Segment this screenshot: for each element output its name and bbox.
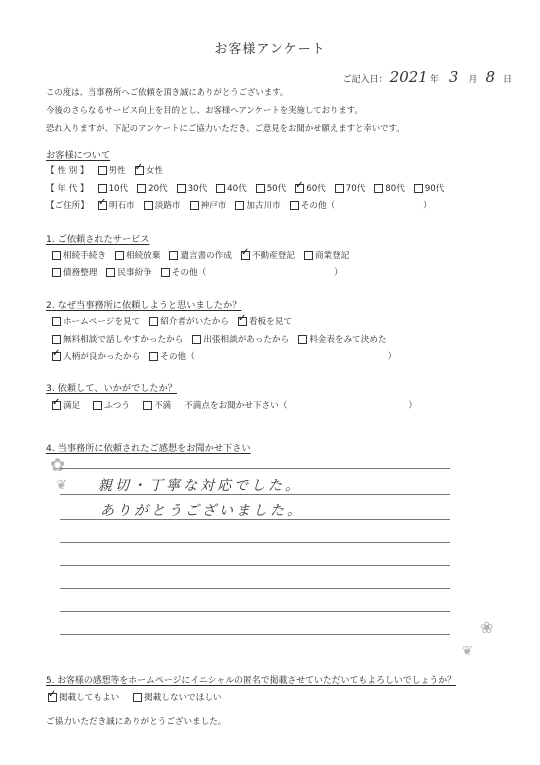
intro-line-3: 恐れ入りますが、下記のアンケートにご協力いただき、ご意見をお聞かせ願えますと幸いです。	[46, 123, 405, 133]
address-option-checked[interactable]	[98, 199, 135, 211]
address-option[interactable]	[144, 199, 181, 211]
q1-option[interactable]	[304, 249, 349, 261]
option-label: 看板を見て	[248, 317, 292, 327]
q2-row-2	[52, 333, 387, 345]
q3-option[interactable]	[143, 399, 171, 411]
q5-option[interactable]	[133, 691, 221, 703]
date-year: 2021	[389, 68, 428, 86]
age-option[interactable]	[177, 182, 208, 194]
checkbox[interactable]	[143, 401, 152, 410]
checkbox[interactable]	[52, 317, 61, 326]
age-option[interactable]	[98, 182, 129, 194]
option-label: 掲載してもよい	[59, 693, 120, 703]
answer-line	[60, 519, 450, 520]
option-label: 神戸市	[200, 201, 227, 211]
checkbox[interactable]	[216, 184, 225, 193]
checkbox-checked[interactable]	[241, 251, 250, 260]
option-label: 明石市	[108, 201, 135, 211]
option-label: 商業登記	[314, 251, 350, 261]
checkbox[interactable]	[52, 268, 61, 277]
option-label: 民事紛争	[117, 268, 152, 278]
q1-row-1	[52, 249, 349, 261]
checkbox[interactable]	[52, 251, 61, 260]
option-label: 出張相談があったから	[203, 335, 290, 345]
checkbox[interactable]	[190, 201, 199, 210]
floral-decoration-left: ✿	[50, 455, 66, 476]
option-label: ホームページを見て	[63, 317, 141, 327]
age-row	[46, 182, 444, 194]
date-row	[343, 68, 512, 86]
checkbox-checked[interactable]	[48, 693, 57, 702]
q1-option[interactable]	[169, 249, 232, 261]
q5-row	[48, 691, 222, 703]
checkbox[interactable]	[98, 184, 107, 193]
option-label: 60代	[306, 184, 326, 194]
option-label: 不満	[154, 401, 172, 411]
q2-option[interactable]	[149, 315, 229, 327]
answer-line	[60, 611, 450, 612]
checkbox[interactable]	[98, 166, 107, 175]
checkbox-checked[interactable]	[98, 201, 107, 210]
intro-line-2: 今後のさらなるサービス向上を目的とし、お客様へアンケートを実施しております。	[46, 105, 363, 115]
option-label: その他（	[160, 352, 195, 362]
option-label: 30代	[187, 184, 208, 194]
option-label: 人柄が良かったから	[63, 352, 141, 362]
address-option[interactable]	[235, 199, 280, 211]
bracket-close: ）	[387, 352, 397, 362]
checkbox[interactable]	[304, 251, 313, 260]
customer-heading: お客様について	[46, 150, 111, 161]
checkbox-checked[interactable]	[238, 317, 247, 326]
checkbox-checked[interactable]	[52, 352, 61, 361]
age-option[interactable]	[256, 182, 287, 194]
gender-row	[46, 164, 163, 176]
answer-line	[60, 634, 450, 635]
q1-row-2	[52, 266, 343, 278]
q3-heading: 3. 依頼して、いかがでしたか？	[46, 383, 177, 394]
q4-handwritten-answer-1: 親切・丁寧な対応でした。	[98, 478, 302, 494]
address-label: 【ご住所】	[46, 201, 89, 211]
q2-option[interactable]	[192, 333, 289, 345]
age-option[interactable]	[414, 182, 445, 194]
q2-option-other[interactable]	[149, 350, 194, 362]
leaf-decoration-right: ❦	[462, 644, 473, 659]
q1-option[interactable]	[106, 266, 151, 278]
checkbox[interactable]	[256, 184, 265, 193]
q1-option-checked[interactable]	[241, 249, 295, 261]
option-label: 掲載しないでほしい	[144, 693, 222, 703]
option-label: 料金表をみて決めた	[309, 335, 387, 345]
age-option[interactable]	[374, 182, 405, 194]
checkbox[interactable]	[414, 184, 423, 193]
checkbox[interactable]	[298, 335, 307, 344]
answer-line	[60, 542, 450, 543]
checkbox[interactable]	[177, 184, 186, 193]
option-label: 不動産登記	[251, 251, 295, 261]
bracket-close: ）	[334, 268, 343, 278]
checkbox-checked[interactable]	[135, 166, 144, 175]
q1-option[interactable]	[52, 249, 106, 261]
q3-note: 不満点をお聞かせ下さい（	[184, 401, 288, 411]
checkbox-checked[interactable]	[295, 184, 304, 193]
survey-title: お客様アンケート	[214, 42, 326, 57]
checkbox[interactable]	[161, 268, 170, 277]
bracket-close: ）	[423, 201, 432, 211]
q1-option-other[interactable]	[161, 266, 206, 278]
q2-row-3	[52, 350, 396, 362]
option-label: 10代	[108, 184, 129, 194]
address-option[interactable]	[190, 199, 227, 211]
bracket-close: ）	[408, 401, 417, 411]
checkbox[interactable]	[169, 251, 178, 260]
option-label: 満足	[63, 401, 81, 411]
answer-line	[60, 565, 450, 566]
option-label: 債務整理	[63, 268, 98, 278]
checkbox[interactable]	[93, 401, 102, 410]
option-label: 40代	[227, 184, 247, 194]
checkbox[interactable]	[106, 268, 115, 277]
checkbox[interactable]	[192, 335, 201, 344]
q3-option[interactable]	[93, 399, 130, 411]
checkbox[interactable]	[144, 201, 153, 210]
q5-option-checked[interactable]	[48, 691, 119, 703]
age-option-checked[interactable]	[295, 182, 326, 194]
gender-option-male[interactable]	[98, 164, 126, 176]
q4-heading: 4. 当事務所に依頼されたご感想をお聞かせ下さい	[46, 443, 251, 454]
option-label: 無料相談で話しやすかったから	[63, 335, 184, 345]
checkbox[interactable]	[133, 693, 142, 702]
q3-row	[52, 399, 417, 411]
q1-option[interactable]	[52, 266, 97, 278]
address-option-other[interactable]	[290, 199, 335, 211]
q2-heading: 2. なぜ当事務所に依頼しようと思いましたか？	[46, 300, 242, 311]
intro-line-1: この度は、当事務所へご依頼を頂き誠にありがとうございます。	[46, 87, 289, 97]
option-label: 90代	[424, 184, 445, 194]
gender-option-female[interactable]	[135, 164, 163, 176]
option-label: その他（	[300, 201, 336, 211]
age-option[interactable]	[137, 182, 168, 194]
option-label: 淡路市	[154, 201, 181, 211]
option-label: 女性	[145, 166, 163, 176]
checkbox[interactable]	[149, 352, 158, 361]
date-day-unit: 日	[502, 75, 512, 85]
option-label: ふつう	[104, 401, 130, 411]
checkbox[interactable]	[115, 251, 124, 260]
address-row	[46, 199, 432, 211]
q3-option-checked[interactable]	[52, 399, 80, 411]
q2-option-checked[interactable]	[238, 315, 292, 327]
option-label: 男性	[108, 166, 126, 176]
answer-line	[60, 494, 450, 495]
floral-decoration-right: ❀	[480, 618, 494, 637]
date-label: ご記入日：	[342, 75, 388, 85]
q1-heading: 1. ご依頼されたサービス	[46, 234, 150, 245]
option-label: 20代	[148, 184, 168, 194]
q2-option-checked[interactable]	[52, 350, 140, 362]
date-day: 8	[485, 68, 495, 86]
q4-handwritten-answer-2: ありがとうございました。	[100, 503, 304, 519]
option-label: 50代	[266, 184, 287, 194]
gender-label: 【 性 別 】	[46, 166, 89, 176]
leaf-decoration-left: ❦	[56, 478, 67, 493]
q2-option[interactable]	[52, 333, 183, 345]
checkbox[interactable]	[290, 201, 299, 210]
date-month-unit: 月	[468, 75, 478, 85]
option-label: 遺言書の作成	[180, 251, 232, 261]
option-label: その他（	[171, 268, 207, 278]
age-option[interactable]	[216, 182, 247, 194]
checkbox[interactable]	[52, 335, 61, 344]
q5-heading: 5. お客様の感想等をホームページにイニシャルの匿名で掲載させていただいてもよろしいでしょうか？	[46, 676, 456, 686]
closing-message: ご協力いただき誠にありがとうございました。	[46, 717, 227, 727]
option-label: 70代	[345, 184, 366, 194]
q2-row-1	[52, 315, 292, 327]
option-label: 紹介者がいたから	[160, 317, 229, 327]
checkbox[interactable]	[137, 184, 146, 193]
date-month: 3	[448, 68, 459, 86]
checkbox[interactable]	[374, 184, 383, 193]
answer-line	[60, 588, 450, 589]
date-year-unit: 年	[429, 75, 439, 85]
option-label: 相続放棄	[125, 251, 161, 261]
q2-option[interactable]	[52, 315, 140, 327]
checkbox[interactable]	[335, 184, 344, 193]
checkbox-checked[interactable]	[52, 401, 61, 410]
checkbox[interactable]	[149, 317, 158, 326]
option-label: 80代	[385, 184, 405, 194]
age-option[interactable]	[335, 182, 366, 194]
q1-option[interactable]	[115, 249, 160, 261]
option-label: 加古川市	[246, 201, 281, 211]
age-label: 【 年 代 】	[46, 184, 89, 194]
q2-option[interactable]	[298, 333, 386, 345]
option-label: 相続手続き	[63, 251, 106, 261]
answer-line	[60, 468, 450, 469]
checkbox[interactable]	[235, 201, 244, 210]
